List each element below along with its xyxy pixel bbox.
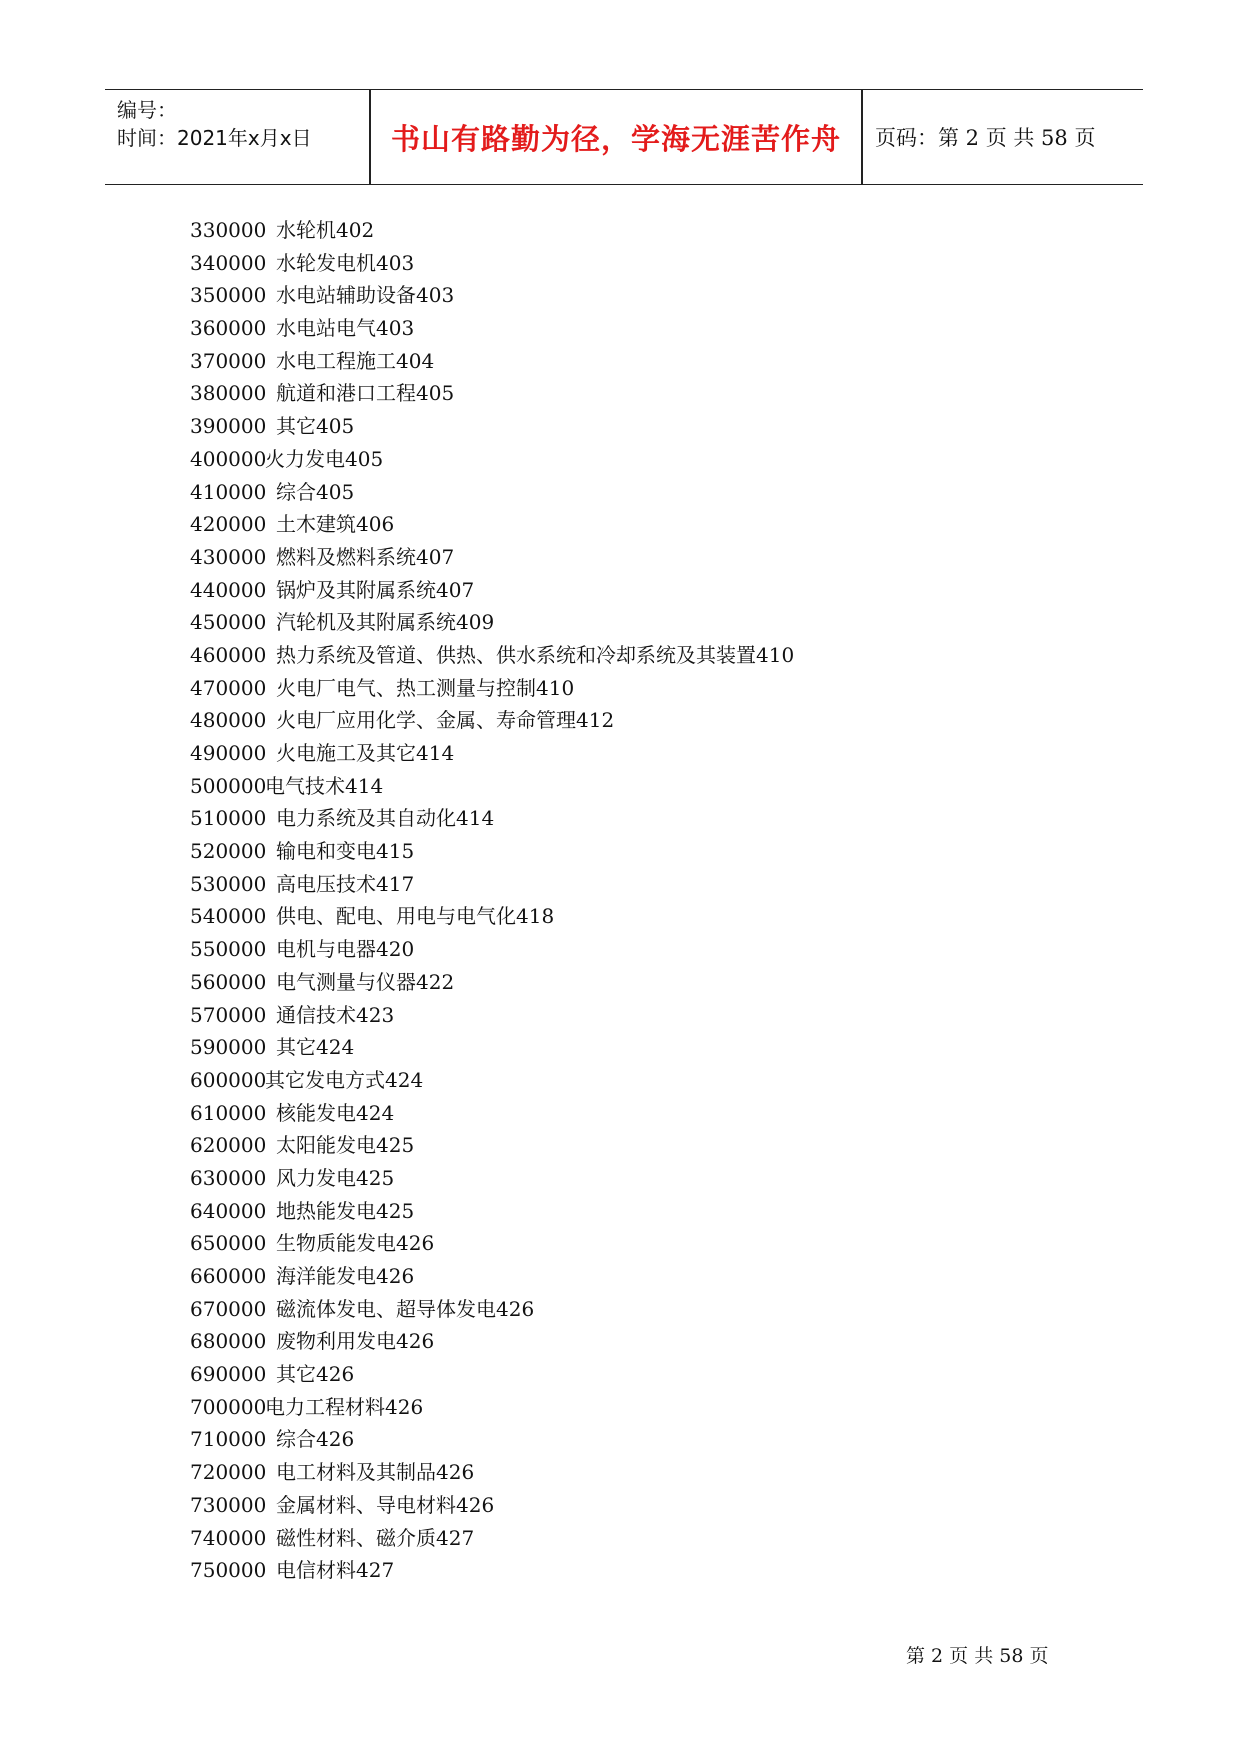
entry-code: 640000	[190, 1198, 267, 1223]
list-item	[190, 574, 794, 607]
page-header	[105, 89, 1143, 185]
entry-code: 710000	[190, 1427, 267, 1452]
entry-code: 380000	[190, 381, 267, 406]
entry-label: 废物利用发电426	[276, 1329, 435, 1354]
entry-code: 610000	[190, 1100, 267, 1125]
entry-label: 火电厂应用化学、金属、寿命管理412	[276, 708, 615, 733]
entry-label: 锅炉及其附属系统407	[276, 577, 475, 602]
list-item	[190, 279, 794, 312]
list-item	[190, 1293, 794, 1326]
entry-label: 综合426	[276, 1427, 355, 1452]
list-item	[190, 1522, 794, 1555]
list-item	[190, 1489, 794, 1522]
entry-label: 海洋能发电426	[276, 1264, 415, 1288]
entry-code: 600000	[190, 1067, 267, 1092]
entry-label: 电力工程材料426	[265, 1394, 424, 1419]
list-item	[190, 508, 794, 541]
list-item	[190, 1195, 794, 1228]
list-item	[190, 1358, 794, 1391]
list-item	[190, 704, 794, 737]
entry-label: 通信技术423	[276, 1002, 395, 1027]
entry-label: 磁性材料、磁介质427	[276, 1525, 475, 1550]
entry-code: 400000	[190, 446, 267, 471]
entry-code: 480000	[190, 708, 267, 733]
header-page-cell	[863, 90, 1143, 184]
entry-code: 750000	[190, 1558, 267, 1583]
entry-code: 590000	[190, 1035, 267, 1060]
entry-code: 340000	[190, 250, 267, 275]
entry-code: 560000	[190, 969, 267, 994]
entry-code: 460000	[190, 642, 267, 667]
entry-label: 电气测量与仪器422	[276, 969, 455, 994]
entry-label: 航道和港口工程405	[276, 381, 455, 406]
motto: 书山有路勤为径，学海无涯苦作舟	[390, 121, 841, 156]
entry-label: 太阳能发电425	[276, 1133, 415, 1158]
entry-code: 510000	[190, 806, 267, 831]
entry-label: 水电站电气403	[276, 316, 415, 341]
entry-label: 地热能发电425	[276, 1198, 415, 1223]
list-item	[190, 966, 794, 999]
entry-code: 620000	[190, 1133, 267, 1158]
entry-code: 700000	[190, 1394, 267, 1419]
list-item	[190, 1227, 794, 1260]
entry-label: 火电施工及其它414	[276, 741, 455, 765]
entry-label: 其它426	[276, 1362, 355, 1387]
entry-code: 720000	[190, 1460, 267, 1485]
list-item	[190, 345, 794, 378]
entry-code: 660000	[190, 1264, 267, 1288]
page-footer: 第 2 页 共 58 页	[906, 1645, 1049, 1667]
entry-label: 磁流体发电、超导体发电426	[276, 1296, 535, 1321]
list-item	[190, 672, 794, 705]
entry-code: 650000	[190, 1231, 267, 1256]
list-item	[190, 476, 794, 509]
list-item	[190, 410, 794, 443]
entry-code: 370000	[190, 348, 267, 373]
number-label: 编号：	[117, 98, 177, 122]
list-item	[190, 802, 794, 835]
header-meta	[105, 90, 369, 184]
entry-label: 生物质能发电426	[276, 1231, 435, 1256]
entry-code: 330000	[190, 218, 267, 242]
entry-label: 燃料及燃料系统407	[276, 544, 455, 569]
entry-label: 电信材料427	[276, 1558, 395, 1583]
entry-code: 450000	[190, 610, 267, 635]
entry-label: 水电工程施工404	[276, 348, 435, 373]
entry-label: 汽轮机及其附属系统409	[276, 610, 495, 635]
entry-label: 火力发电405	[265, 446, 384, 471]
entry-code: 630000	[190, 1165, 267, 1190]
entry-code: 670000	[190, 1296, 267, 1321]
list-item	[190, 1423, 794, 1456]
entry-label: 高电压技术417	[276, 871, 415, 896]
entry-code: 540000	[190, 904, 267, 929]
list-item	[190, 443, 794, 476]
entry-code: 360000	[190, 316, 267, 341]
entry-label: 电力系统及其自动化414	[276, 806, 495, 831]
entry-code: 570000	[190, 1002, 267, 1027]
entry-code: 350000	[190, 283, 267, 308]
list-item	[190, 999, 794, 1032]
list-item	[190, 737, 794, 770]
entry-code: 390000	[190, 414, 267, 439]
list-item	[190, 770, 794, 803]
entry-label: 核能发电424	[276, 1100, 395, 1125]
list-item	[190, 1031, 794, 1064]
entry-code: 470000	[190, 675, 267, 700]
page-label: 页码：第 2 页 共 58 页	[875, 126, 1096, 150]
list-item	[190, 377, 794, 410]
entry-code: 440000	[190, 577, 267, 602]
list-item	[190, 247, 794, 280]
list-item	[190, 1260, 794, 1293]
entry-code: 420000	[190, 512, 267, 537]
header-motto-cell	[371, 90, 861, 184]
list-item	[190, 541, 794, 574]
entry-label: 热力系统及管道、供热、供水系统和冷却系统及其装置410	[276, 642, 795, 667]
entry-label: 综合405	[276, 479, 355, 504]
entry-code: 500000	[190, 773, 267, 798]
list-item	[190, 1162, 794, 1195]
entry-label: 供电、配电、用电与电气化418	[276, 904, 555, 929]
list-item	[190, 639, 794, 672]
entry-label: 水轮机402	[276, 218, 375, 242]
entry-label: 电工材料及其制品426	[276, 1460, 475, 1485]
entry-label: 其它424	[276, 1035, 355, 1060]
list-item	[190, 214, 794, 247]
list-item	[190, 1554, 794, 1587]
entry-label: 水轮发电机403	[276, 250, 415, 275]
entry-code: 410000	[190, 479, 267, 504]
entry-label: 输电和变电415	[276, 839, 415, 864]
list-item	[190, 312, 794, 345]
entry-code: 730000	[190, 1492, 267, 1517]
entry-label: 电机与电器420	[276, 937, 415, 962]
entry-code: 680000	[190, 1329, 267, 1354]
entry-code: 490000	[190, 741, 267, 765]
entry-code: 520000	[190, 839, 267, 864]
list-item	[190, 933, 794, 966]
entry-label: 电气技术414	[265, 773, 384, 798]
list-item	[190, 1064, 794, 1097]
entry-label: 土木建筑406	[276, 512, 395, 537]
list-item	[190, 900, 794, 933]
list-item	[190, 1325, 794, 1358]
entry-label: 其它405	[276, 414, 355, 439]
list-item	[190, 835, 794, 868]
entry-code: 690000	[190, 1362, 267, 1387]
entry-label: 其它发电方式424	[265, 1067, 424, 1092]
entry-code: 550000	[190, 937, 267, 962]
list-item	[190, 606, 794, 639]
entry-code: 740000	[190, 1525, 267, 1550]
entry-code: 430000	[190, 544, 267, 569]
entry-label: 金属材料、导电材料426	[276, 1492, 495, 1517]
time-label: 时间：2021年x月x日	[117, 126, 312, 150]
list-item	[190, 1456, 794, 1489]
list-item	[190, 1391, 794, 1424]
entry-code: 530000	[190, 871, 267, 896]
list-item	[190, 868, 794, 901]
list-item	[190, 1097, 794, 1130]
list-item	[190, 1129, 794, 1162]
catalog-list	[190, 214, 794, 1587]
entry-label: 水电站辅助设备403	[276, 283, 455, 308]
entry-label: 风力发电425	[276, 1165, 395, 1190]
entry-label: 火电厂电气、热工测量与控制410	[276, 675, 575, 700]
